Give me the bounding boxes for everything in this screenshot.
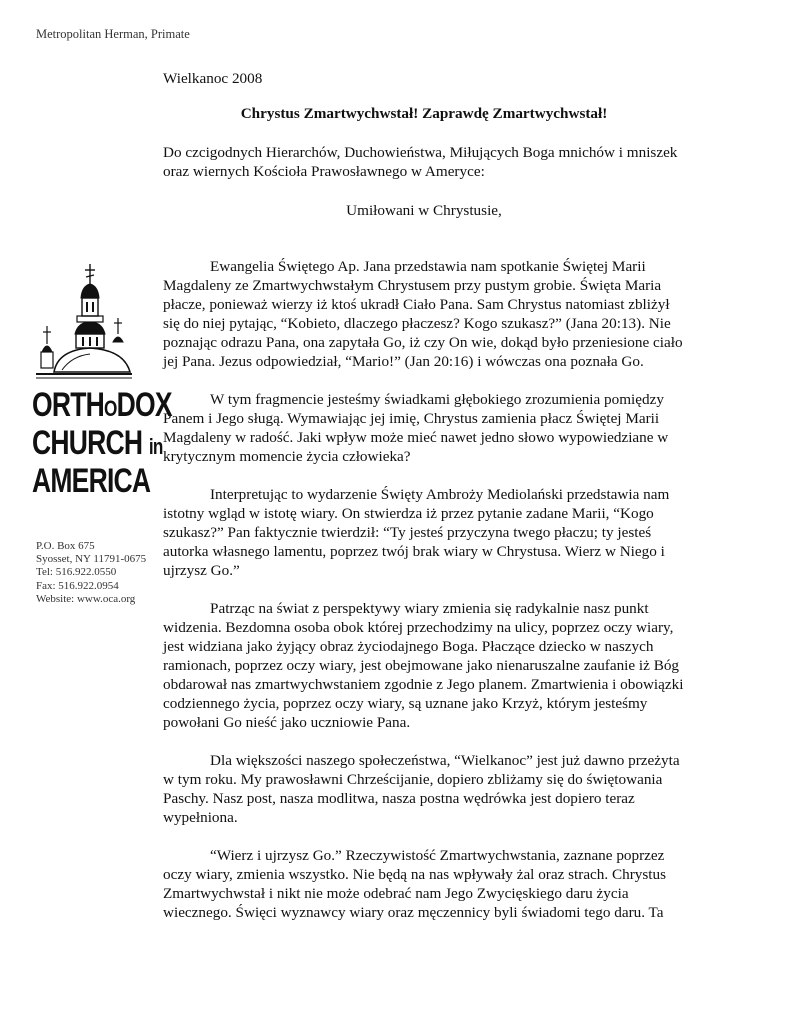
paragraph: “Wierz i ujrzysz Go.” Rzeczywistość Zmartwychwstania, zaznane poprzez oczy wiary, zmienia wszystko. Nie będą na nas wpływały żal oraz strach. Chrystus Zmartwychwstał i nikt nie może odebrać nam Jego Zwycięskiego daru życia wiecznego. Święci wyznawcy wiary oraz męczennicy byli świadomi tego daru. Ta [163,847,666,921]
city-line: Syosset, NY 11791-0675 [36,553,147,566]
paragraph: Patrząc na świat z perspektywy wiary zmienia się radykalnie nasz punkt widzenia. Bezdomna osoba obok której przechodzimy na ulicy, poprzez oczy wiary, jest widziana jako żyjący obraz życiodajnego Boga. Płaczące dziecko w naszych ramionach, poprzez oczy wiary, jest obejmowane jako nienaruszalne zaufanie iż Bóg obdarował nas zmartwychwstaniem zgodnie z Jego planem. Zmartwienia i obowiązki codziennego życia, poprzez oczy wiary, są uznane jako Krzyż, którym jesteśmy powołani Go nieść jako uczniowie Pana. [163,600,684,731]
po-box: P.O. Box 675 [36,540,95,552]
letter-date: Wielkanoc 2008 [163,70,263,87]
letter-body [163,63,685,922]
contact-address [36,540,146,606]
fax: Fax: 516.922.0954 [36,579,119,592]
letter-salutation: Umiłowani w Chrystusie, [346,202,502,219]
author-header: Metropolitan Herman, Primate [36,27,190,41]
logo-line-america: AMERICA [32,462,151,500]
paragraph: Ewangelia Świętego Ap. Jana przedstawia nam spotkanie Świętej Marii Magdaleny ze Zmartwychwstałym Chrystusem przy pustym grobie. Święta Maria płacze, ponieważ wierzy iż ktoś ukradł Ciało Pana. Sam Chrystus natomiast zbliżył się do niej pytając, “Kobieto, dlaczego płaczesz? Kogo szukasz?” (Jana 20:13). Nie poznając odrazu Pana, ona zapytała Go, iż czy On wie, dokąd było przeniesione ciało jej Pana. Jezus odpowiedział, “Mario!” (Jan 20:16) i wówczas ona poznała Go. [163,258,683,370]
paragraph: Dla większości naszego społeczeństwa, “Wielkanoc” jest już dawno przeżyta w tym roku. My prawosławni Chrześcijanie, dopiero zbliżamy się do świętowania Paschy. Nasz post, nasza modlitwa, nasza postna wędrówka jest dopiero teraz wypełniona. [163,752,680,826]
letter-addressee: Do czcigodnych Hierarchów, Duchowieństwa, Miłujących Boga mnichów i mniszek oraz wiernych Kościoła Prawosławnego w Ameryce: [163,144,678,180]
telephone: Tel: 516.922.0550 [36,566,117,579]
paragraph: Interpretując to wydarzenie Święty Ambroży Mediolański przedstawia nam istotny wgląd w istotę wiary. On stwierdza iż przez pytanie zadane Marii, “Kogo szukasz?” Pan faktycznie twierdził: “Ty jesteś przyczyna twego płaczu; ty jesteś autorka własnego lamentu, poprzez twój brak wiary w Chrystusa. Wierz w Niego i ujrzysz Go.” [163,486,670,579]
logo-line-church: CHURCH in [32,424,163,462]
letter-headline: Chrystus Zmartwychwstał! Zaprawdę Zmartwychwstał! [240,105,608,122]
logo-line-orthodox: ORTHODOX [32,386,172,424]
church-domes-icon [32,262,134,388]
paragraph: W tym fragmencie jesteśmy świadkami głębokiego zrozumienia pomiędzy Panem i Jego sługą. Wymawiając jej imię, Chrystus zamienia płacz Świętej Marii Magdaleny w radość. Jaki wpływ może mieć nawet jedno słowo wypowiedziane w krytycznym momencie życia człowieka? [163,391,669,465]
website: Website: www.oca.org [36,592,136,605]
logo-wordmark [32,386,172,500]
oca-logo [32,262,172,502]
